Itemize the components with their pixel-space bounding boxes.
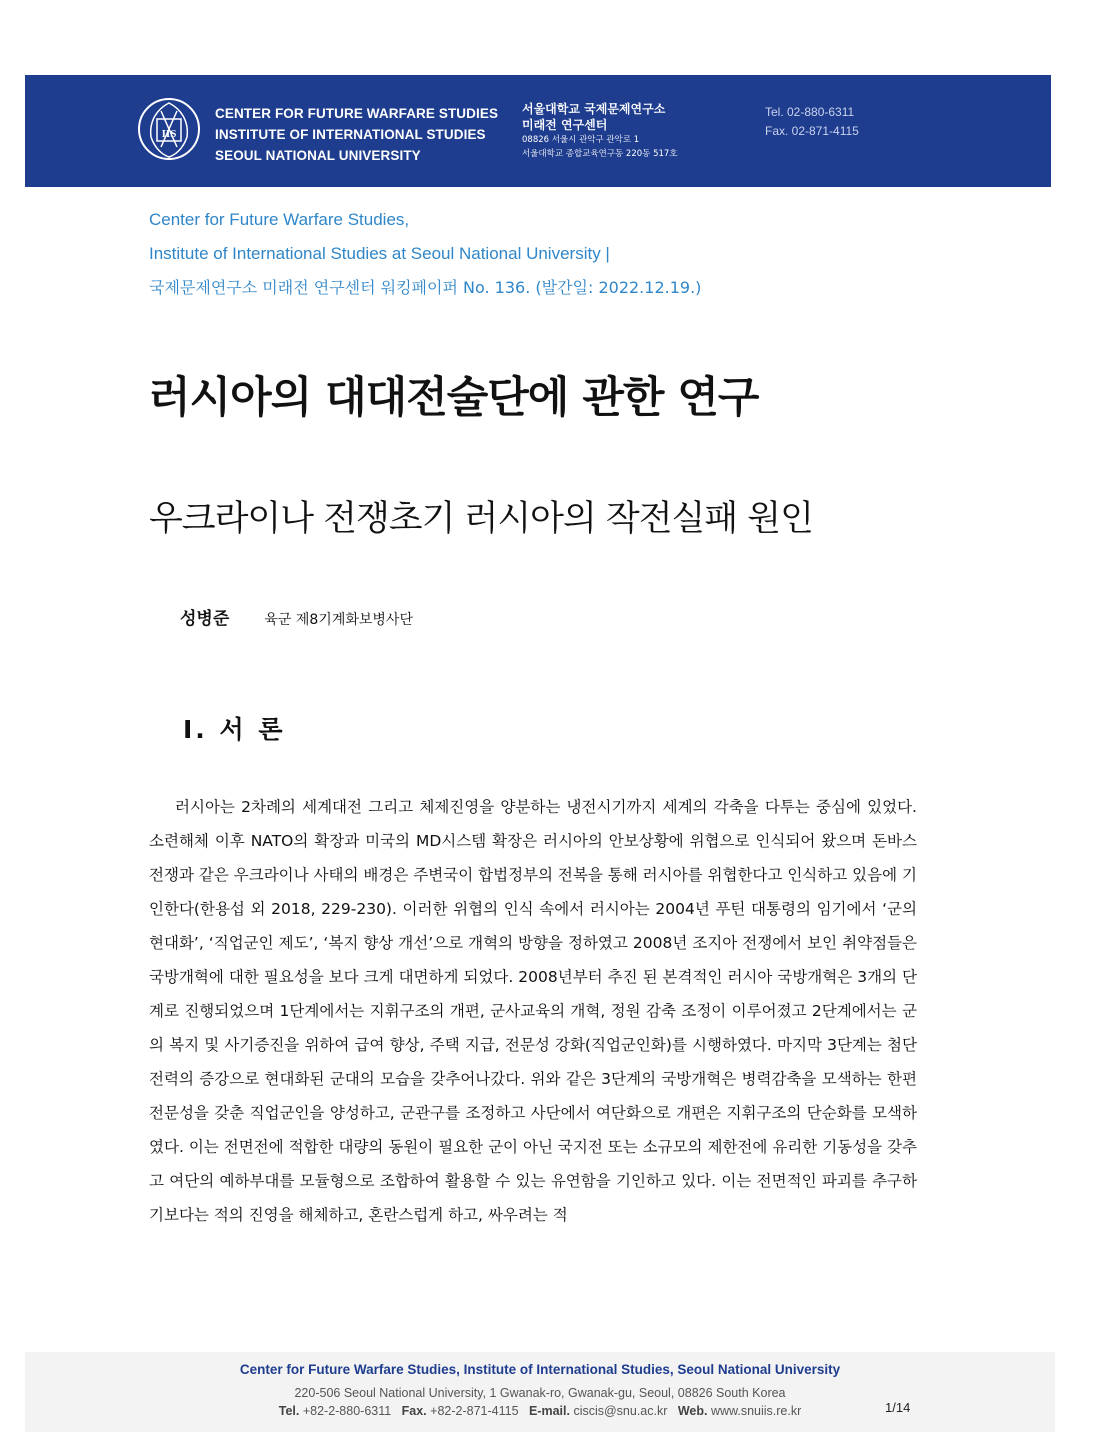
footer-email-label: E-mail.: [528, 1404, 570, 1418]
page-title: 러시아의 대대전술단에 관한 연구: [149, 373, 759, 423]
page-number: 1/14: [885, 1400, 911, 1415]
header-en-line1: CENTER FOR FUTURE WARFARE STUDIES: [215, 106, 499, 121]
header-fax: Fax. 02-871-4115: [765, 124, 859, 138]
body-paragraph: 러시아는 2차례의 세계대전 그리고 체제진영을 양분하는 냉전시기까지 세계의 각축을 다투는 중심에 있었다. 소련해체 이후 NATO의 확장과 미국의 MD시스템 확장은 러시아의 안보상황에 위협으로 인식되어 왔으며 돈바스 전쟁과 같은 우크라이나 사태의 배경은 주변국이 합법정부의 전복을 통해 러시아를 위협한다고 인식하고 있음에 기인한다(한용섭 외 2018, 229-230). 이러한 위협의 인식 속에서 러시아는 2004년 푸틴 대통령의 임기에서 ‘군의 현대화’, ‘직업군인 제도’, ‘복지 향상 개선’으로 개혁의 방향을 정하였고 2008년 조지아 전쟁에서 보인 취약점들은 국방개혁에 대한 필요성을 보다 크게 대면하게 되었다. 2008년부터 추진 된 본격적인 러시아 국방개혁은 3개의 단계로 진행되었으며 1단계에서는 지휘구조의 개편, 군사교육의 개혁, 정원 감축 조정이 이루어졌고 2단계에서는 군의 복지 및 사기증진을 위하여 급여 향상, 주택 지급, 전문성 강화(직업군인화)를 시행하였다. 마지막 3단계는 첨단전력의 증강으로 현대화된 군대의 모습을 갖추어나갔다. 위와 같은 3단계의 국방개혁은 병력감축을 모색하는 한편 전문성을 갖춘 직업군인을 양성하고, 군관구를 조정하고 사단에서 여단화으로 개편은 지휘구조의 단순화를 모색하였다. 이는 전면전에 적합한 대량의 동원이 필요한 군이 아닌 국지전 또는 소규모의 제한전에 유리한 기동성을 갖추고 여단의 예하부대를 모듈형으로 조합하여 활용할 수 있는 유연함을 기인하고 있다. 이는 전면적인 파괴를 추구하기보다는 적의 진영을 해체하고, 혼란스럽게 하고, 싸우려는 적: [149, 798, 917, 1224]
footer-institution: Center for Future Warfare Studies, Institute of International Studies, Seoul National University: [239, 1362, 841, 1377]
footer-fax: +82-2-871-4115: [430, 1404, 519, 1418]
footer-tel: +82-2-880-6311: [302, 1404, 392, 1418]
author-affiliation: 육군 제8기계화보병사단: [264, 612, 413, 628]
paper-meta: [149, 203, 701, 305]
footer-fax-label: Fax.: [401, 1404, 427, 1418]
header-contact: [765, 103, 859, 141]
header-ko-line2: 미래전 연구센터: [522, 118, 608, 132]
meta-line2: Institute of International Studies at Seoul National University |: [149, 244, 610, 263]
header-tel: Tel. 02-880-6311: [765, 105, 855, 119]
institute-logo-icon: [137, 97, 201, 161]
section-heading: Ⅰ. 서 론: [183, 715, 286, 744]
footer-web: www.snuiis.re.kr: [710, 1404, 802, 1418]
footer-tel-label: Tel.: [278, 1404, 300, 1418]
header-band: [25, 75, 1051, 187]
footer-email: ciscis@snu.ac.kr: [573, 1404, 668, 1418]
meta-line3: 국제문제연구소 미래전 연구센터 워킹페이퍼 No. 136. (발간일: 2022.12.19.): [149, 278, 702, 297]
page-subtitle: 우크라이나 전쟁초기 러시아의 작전실패 원인: [149, 499, 813, 539]
header-address-line1: 08826 서울시 관악구 관악로 1: [522, 135, 640, 145]
footer-web-label: Web.: [677, 1404, 708, 1418]
header-en-line3: SEOUL NATIONAL UNIVERSITY: [215, 148, 421, 163]
svg-text:IIS: IIS: [161, 128, 177, 140]
header-ko-line1: 서울대학교 국제문제연구소: [522, 102, 666, 116]
header-address-line2: 서울대학교 종합교육연구동 220동 517호: [522, 149, 678, 159]
meta-line1: Center for Future Warfare Studies,: [149, 210, 410, 229]
header-en-line2: INSTITUTE OF INTERNATIONAL STUDIES: [215, 127, 486, 142]
author-name: 성병준: [180, 609, 230, 629]
author-line: [180, 607, 413, 632]
header-korean-name: [522, 101, 678, 161]
header-english-name: [215, 103, 498, 166]
page-footer: [25, 1352, 1055, 1432]
footer-address: 220-506 Seoul National University, 1 Gwanak-ro, Gwanak-gu, Seoul, 08826 South Korea: [294, 1386, 786, 1400]
